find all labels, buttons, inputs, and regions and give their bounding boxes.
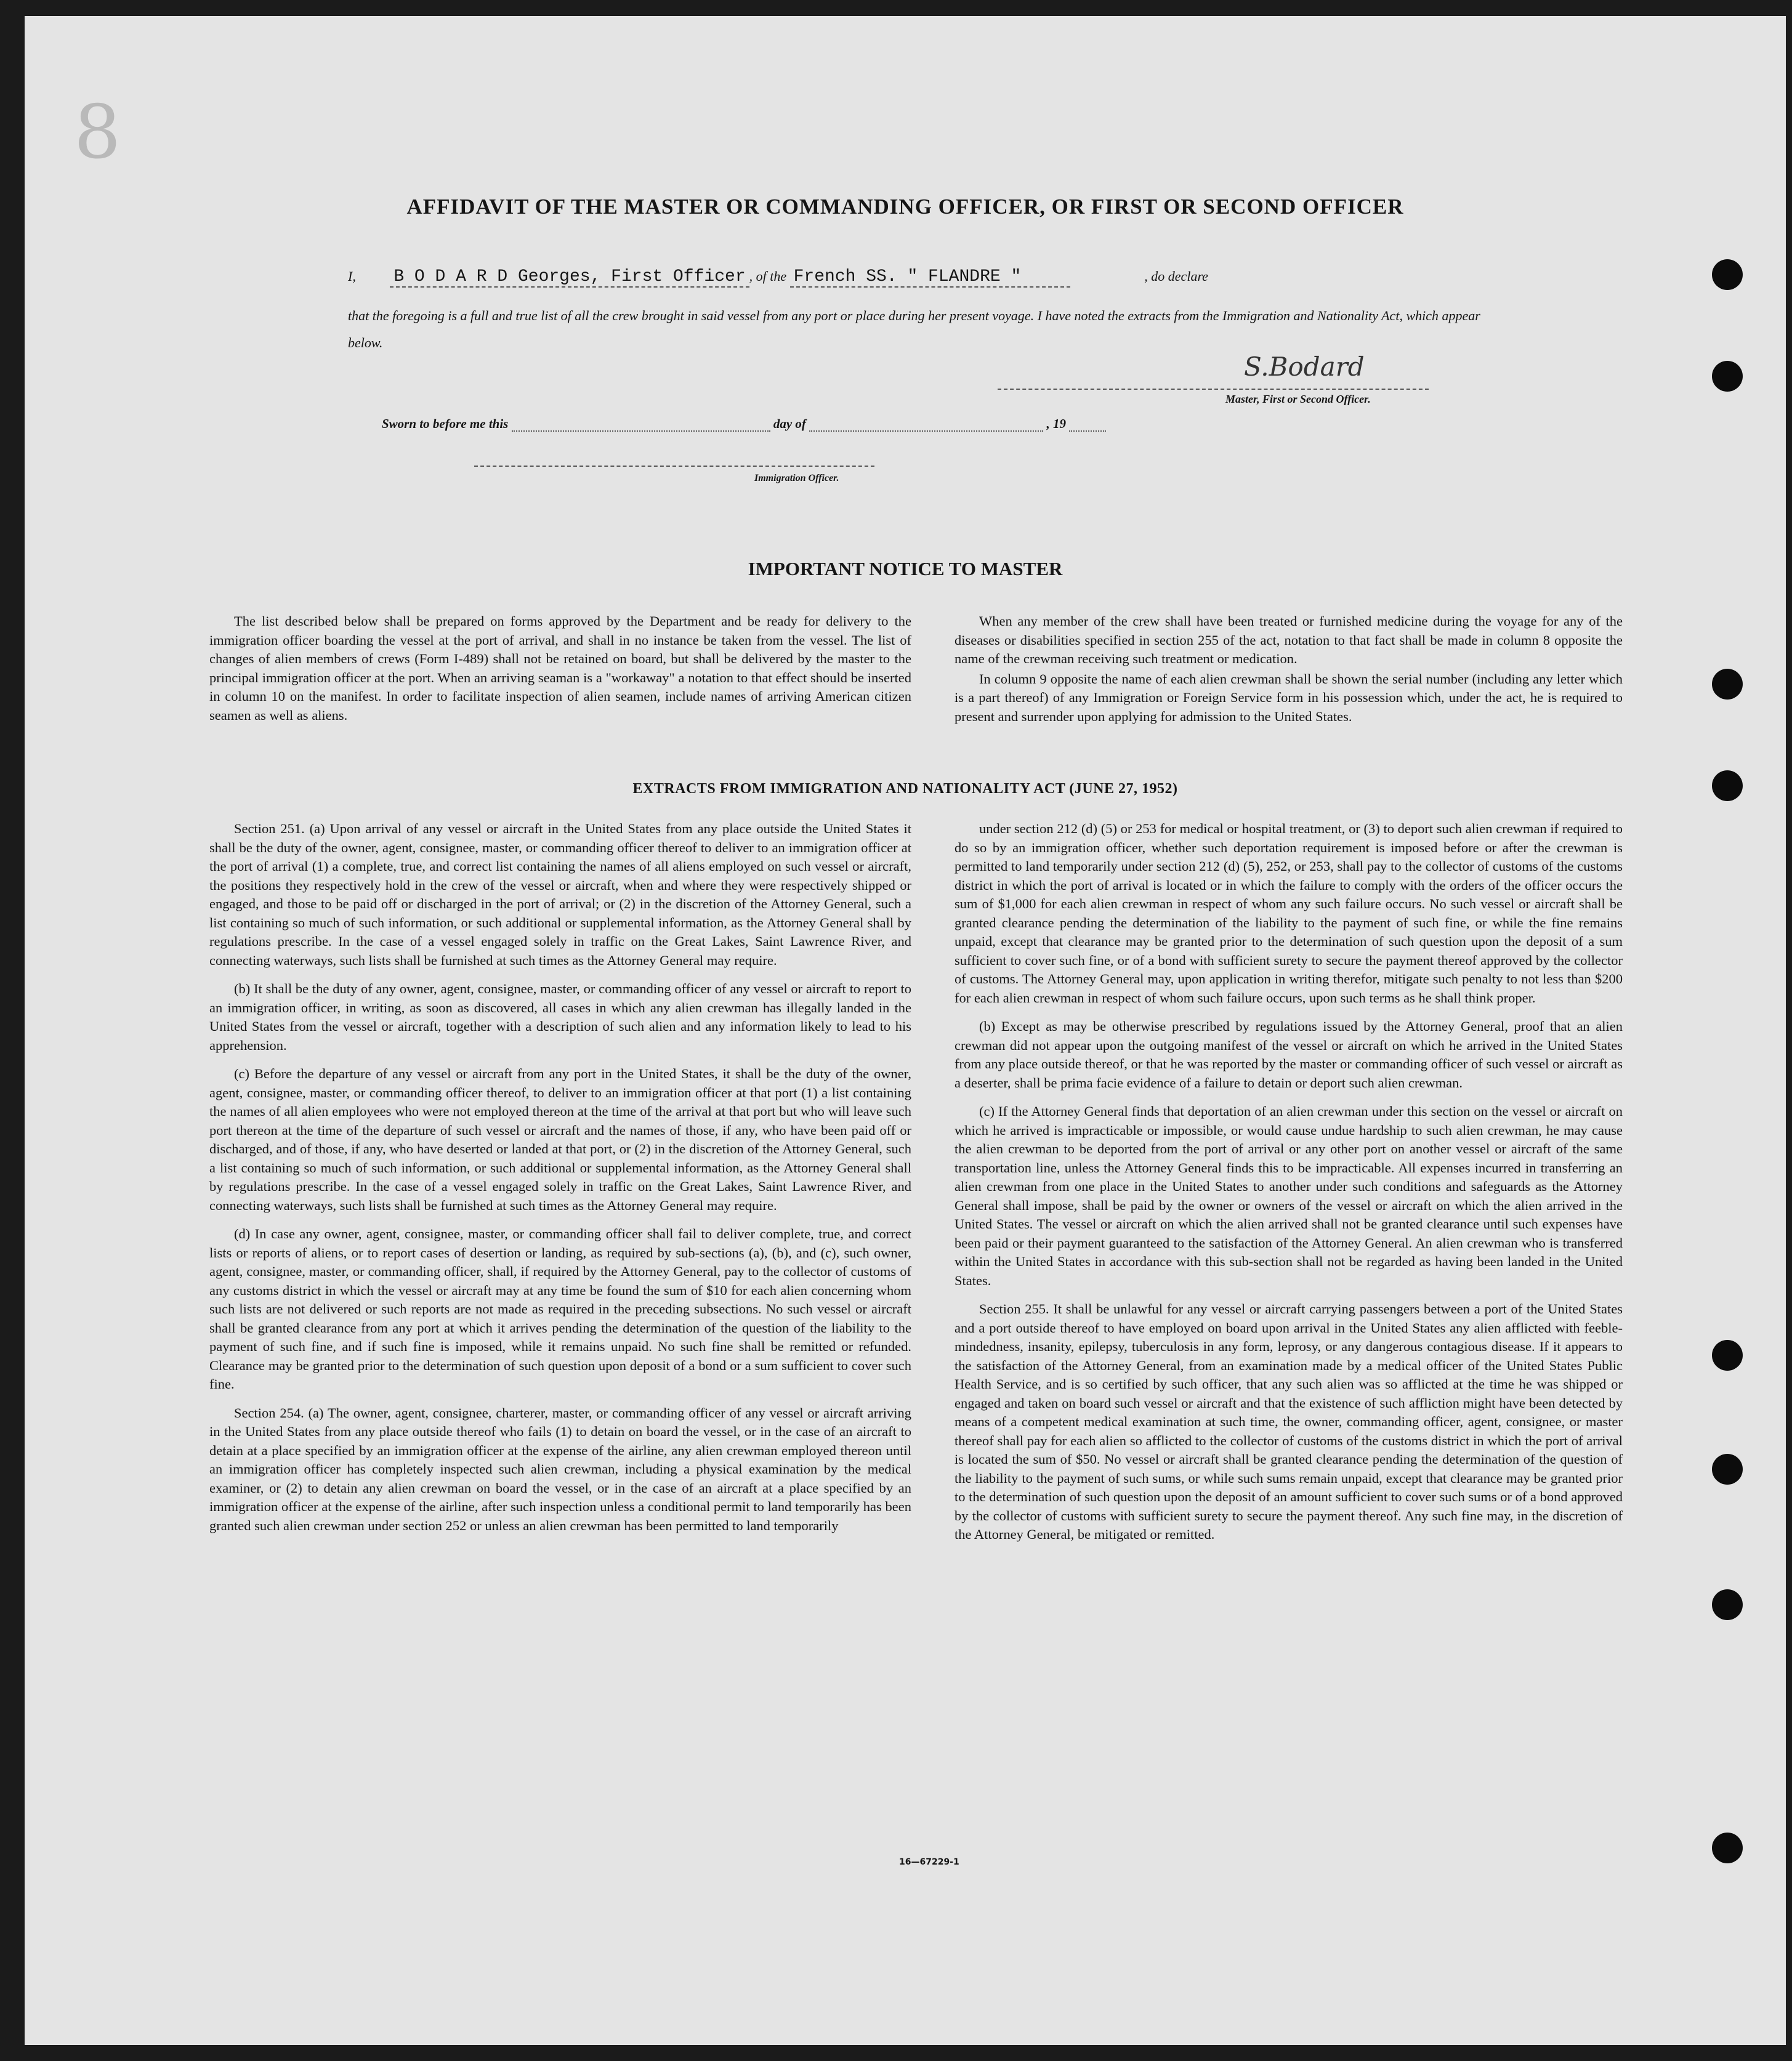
sworn-year-label: , 19 [1046,416,1066,431]
binder-hole [1712,361,1743,392]
signature-caption: Master, First or Second Officer. [1225,393,1371,405]
law-paragraph: Section 255. It shall be unlawful for any vessel or aircraft carrying passengers between a port of the United States and a port outside thereof to have employed on board upon arrival in the United States any alien afflicted with feeble-mindedness, insanity, epilepsy, tuberculosis in any form, leprosy, or any dangerous contagious disease. If it appears to the satisfaction of the Attorney General, from an examination made by a medical officer of the United States Public Health Service, and is so certified by such officer, that any such alien was so afflicted at the time he was shipped or engaged and taken on board such vessel or aircraft and that the existence of such affliction might have been detected by means of a competent medical examination at such time, the owner, commanding officer, agent, consignee, or master thereof shall pay for each alien so afflicted to the collector of customs of the customs district in which the port of arrival is located the sum of $50. No vessel or aircraft shall be granted clearance pending the determination of the question of the liability to the payment of such sums, or while such sums remain unpaid, except that clearance may be granted prior to the determination of such question upon the deposit of an amount sufficient to cover such sums or of a bond approved by the collector of customs with sufficient surety to secure the payment thereof. Any such fine may, in the discretion of the Attorney General, be mitigated or remitted. [955,1301,1623,1542]
declaration-body: that the foregoing is a full and true list of all the crew brought in said vessel from any port or place during her present voyage. I have noted the extracts from the Immigration and Nationality Act, which appear below. [348,308,1480,350]
sworn-label: Sworn to before me this [382,416,509,431]
officer-signature: S.Bodard [1244,352,1365,382]
binder-hole [1712,1454,1743,1485]
extracts-left-column [209,820,911,1545]
immigration-officer-caption: Immigration Officer. [754,473,839,483]
declarant-name: B O D A R D Georges, First Officer [390,267,749,288]
extracts-right-column [955,820,1623,1554]
declaration-prefix: I, [348,268,356,284]
declaration-of-the: , of the [749,268,787,284]
notice-left-column [209,612,911,725]
margin-page-number: 8 [74,90,121,175]
law-paragraph: (b) Except as may be otherwise prescribed by regulations issued by the Attorney General, proof that an alien crewman did not appear upon the outgoing manifest of the vessel or aircraft on which he arrived in the United States from any place outside thereof, or that he was reported by the master or commanding officer of such vessel or aircraft as a deserter, shall be prima facie evidence of a failure to detain or deport such alien crewman. [955,1018,1623,1091]
binder-hole [1712,259,1743,290]
law-paragraph: (b) It shall be the duty of any owner, agent, consignee, master, or commanding officer of any vessel or aircraft to report to an immigration officer, in writing, as soon as discovered, all cases in which any alien crewman has illegally landed in the United States from the vessel or aircraft, together with a description of such alien and any information likely to lead to his apprehension. [209,981,911,1053]
binder-hole [1712,1340,1743,1371]
declaration-line [348,267,1487,286]
binder-hole [1712,1589,1743,1620]
notice-paragraph: The list described below shall be prepared on forms approved by the Department and be ready for delivery to the immigration officer boarding the vessel at the port of arrival, and shall in no instance be taken from the vessel. The list of changes of alien members of crews (Form I-489) shall not be retained on board, but shall be delivered by the master to the principal immigration officer at the port. When an arriving seaman is a "workaway" a notation to that effect should be inserted in column 10 on the manifest. In order to facilitate inspection of alien seamen, include names of arriving American citizen seamen as well as aliens. [209,613,911,723]
form-number: 16—67229-1 [899,1857,959,1867]
declaration-suffix: , do declare [1144,268,1208,284]
binder-hole [1712,1833,1743,1863]
extracts-title: EXTRACTS FROM IMMIGRATION AND NATIONALITY ACT (JUNE 27, 1952) [632,781,1178,797]
notice-title: IMPORTANT NOTICE TO MASTER [748,558,1063,579]
immigration-officer-line [474,466,874,467]
sworn-blank [1069,418,1106,432]
sworn-blank [809,418,1043,432]
notice-paragraph: When any member of the crew shall have been treated or furnished medicine during the voyage for any of the diseases or disabilities specified in section 255 of the act, notation to that fact shall be made in column 8 opposite the name of the crewman receiving such treatment or medication. [955,613,1623,666]
law-paragraph: Section 251. (a) Upon arrival of any vessel or aircraft in the United States from any place outside the United States it shall be the duty of the owner, agent, consignee, master, or commanding officer thereof to deliver to an immigration officer at the port of arrival (1) a complete, true, and correct list containing the names of all aliens employed on such vessel or aircraft, the positions they respectively hold in the crew of the vessel or aircraft, when and where they were respectively shipped or engaged, and those to be paid off or discharged in the port of arrival; or (2) in the discretion of the Attorney General, such a list containing so much of such information, or such additional or supplemental information, as the Attorney General shall by regulations prescribe. In the case of a vessel engaged solely in traffic on the Great Lakes, Saint Lawrence River, and connecting waterways, such lists shall be furnished at such times as the Attorney General may require. [209,821,911,968]
law-paragraph: Section 254. (a) The owner, agent, consignee, charterer, master, or commanding officer of any vessel or aircraft arriving in the United States from any place outside thereof who fails (1) to detain on board the vessel, or in the case of an aircraft to detain at a place specified by an immigration officer at the expense of the airline, any alien crewman employed thereon until an immigration officer has completely inspected such alien crewman, including a physical examination by the medical examiner, or (2) to detain any alien crewman on board the vessel, or in the case of an aircraft at a place specified by an immigration officer at the expense of the airline, after such inspection unless a conditional permit to land temporarily has been granted such alien crewman under section 252 or unless an alien crewman has been permitted to land temporarily [209,1405,911,1533]
binder-hole [1712,669,1743,700]
signature-line [998,389,1429,390]
law-paragraph: (c) If the Attorney General finds that deportation of an alien crewman under this section on the vessel or aircraft on which he arrived is impracticable or impossible, or would cause undue hardship to such alien crewman, he may cause the alien crewman to be deported from the port of arrival or any other port on another vessel or aircraft of the same transportation line, unless the Attorney General finds this to be impracticable. All expenses incurred in transferring an alien crewman from one place in the United States to another under such conditions and safeguards as the Attorney General shall impose, shall be paid by the owner or owners of the vessel or aircraft on which the alien arrived in the United States. The vessel or aircraft on which the alien arrived shall not be granted clearance until such expenses have been paid or their payment guaranteed to the satisfaction of the Attorney General. An alien crewman who is transferred within the United States in accordance with this sub-section shall not be regarded as having been landed in the United States. [955,1103,1623,1288]
notice-right-column [955,612,1623,726]
law-paragraph: under section 212 (d) (5) or 253 for medical or hospital treatment, or (3) to deport such alien crewman if required to do so by an immigration officer, whether such deportation requirement is imposed before or after the crewman is permitted to land temporarily under section 212 (d) (5), 252, or 253, shall pay to the collector of customs of the customs district in which the port of arrival is located or in which the failure to comply with the orders of the officer occurs the sum of $1,000 for each alien crewman in respect of whom any such failure occurs. No such vessel or aircraft shall be granted clearance pending the determination of the liability to the payment of such fine, or while the fine remains unpaid, except that clearance may be granted prior to the determination of such question upon the deposit of a sum sufficient to cover such fine, or of a bond with sufficient surety to secure the payment thereof approved by the collector of customs. The Attorney General may, upon application in writing therefor, mitigate such penalty to not less than $200 for each alien crewman in respect of whom such failure occurs, upon such terms as he shall think proper. [955,821,1623,1006]
document-page [25,16,1786,2045]
vessel-name: French SS. " FLANDRE " [790,267,1071,288]
sworn-day-label: day of [773,416,806,431]
law-paragraph: (c) Before the departure of any vessel or aircraft from any port in the United States, it shall be the duty of the owner, agent, consignee, master, or commanding officer thereof, to deliver to an immigration officer at that port (1) a list containing the names of all alien employees who were not employed thereon at the time of the arrival at that port but who will leave such port thereon at the time of the departure of such vessel or aircraft and the names of those, if any, who have been paid off or discharged, and of those, if any, who have deserted or landed at that port, or (2) in the discretion of the Attorney General, such a list containing so much of such information, or such additional or supplemental information, as the Attorney General shall by regulations prescribe. In the case of a vessel engaged solely in traffic on the Great Lakes, Saint Lawrence River, and connecting waterways, such lists shall be furnished at such times as the Attorney General may require. [209,1066,911,1213]
sworn-blank [512,418,770,432]
law-paragraph: (d) In case any owner, agent, consignee, master, or commanding officer shall fail to deliver complete, true, and correct lists or reports of aliens, or to report cases of desertion or landing, as required by sub-sections (a), (b), and (c), such owner, agent, consignee, master, or commanding officer, shall, if required by the Attorney General, pay to the collector of customs of any customs district in which the vessel or aircraft may at any time be found the sum of $10 for each alien concerning whom such lists are not delivered or such reports are not made as required in the preceding subsections. No such vessel or aircraft shall be granted clearance from any port at which it arrives pending the determination of the question of the liability to the payment of such fine, and if such fine is imposed, while it remains unpaid. No such fine shall be remitted or refunded. Clearance may be granted prior to the determination of such question upon deposit of a bond or a sum sufficient to cover such fine. [209,1226,911,1392]
sworn-line [382,416,1219,432]
notice-paragraph: In column 9 opposite the name of each alien crewman shall be shown the serial number (including any letter which is a part thereof) of any Immigration or Foreign Service form in his possession which, under the act, he is required to present and surrender upon applying for admission to the United States. [955,671,1623,724]
affidavit-title: AFFIDAVIT OF THE MASTER OR COMMANDING OFFICER, OR FIRST OR SECOND OFFICER [406,195,1404,219]
